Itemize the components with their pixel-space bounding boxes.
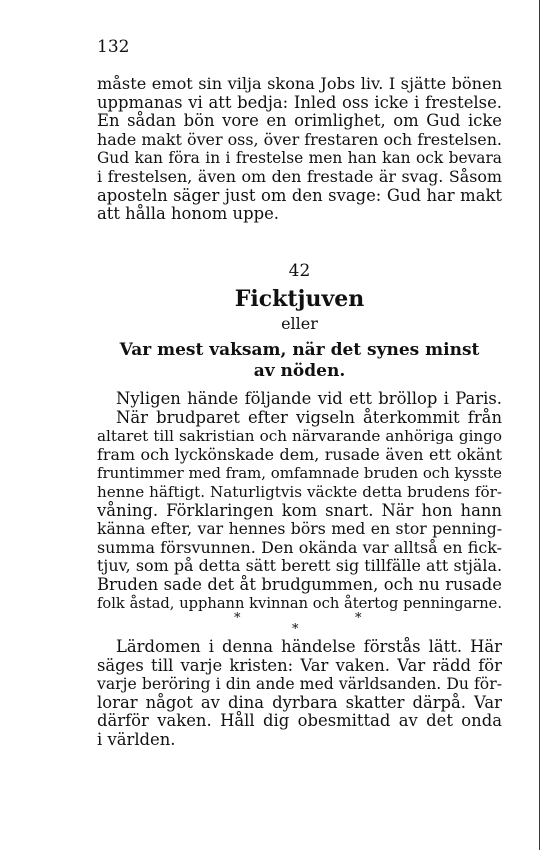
text-line: fruntimmer med fram, omfamnade bruden och kysste bbox=[97, 464, 502, 483]
text-line: därför vaken. Håll dig obesmittad av det onda bbox=[97, 711, 502, 731]
chapter-title: Ficktjuven bbox=[234, 286, 365, 312]
chapter-subtitle bbox=[97, 340, 502, 382]
text-line: henne häftigt. Naturligtvis väckte detta brudens för- bbox=[97, 482, 502, 501]
chapter-number: 42 bbox=[288, 261, 311, 281]
text-line: i frestelsen, även om den frestade är svag. Såsom bbox=[97, 166, 502, 186]
story-text bbox=[97, 390, 502, 613]
text-line: varje beröring i din ande med världsanden. Du för- bbox=[97, 674, 502, 694]
text-line: måste emot sin vilja skona Jobs liv. I sjätte bönen bbox=[97, 74, 502, 93]
separator-asterisk: * bbox=[234, 611, 241, 626]
previous-chapter-text bbox=[97, 75, 502, 224]
text-line: i världen. bbox=[97, 729, 176, 749]
text-line: Nyligen hände följande vid ett bröllop i Paris. bbox=[116, 389, 502, 408]
text-line: folk åstad, upphann kvinnan och återtog penningarne. bbox=[97, 594, 502, 612]
separator-asterisk: * bbox=[355, 611, 362, 626]
text-line: Lärdomen i denna händelse förstås lätt. Här bbox=[116, 637, 502, 656]
text-line: tjuv, som på detta sätt berett sig tillfälle att stjäla. bbox=[97, 556, 502, 576]
text-line: altaret till sakristian och närvarande anhöriga gingo bbox=[97, 427, 502, 446]
subtitle-line: Var mest vaksam, när det synes minst bbox=[119, 340, 480, 360]
text-line: våning. Förklaringen kom snart. När hon hann bbox=[97, 500, 502, 520]
text-line: Gud kan föra in i frestelse men han kan ock bevara bbox=[97, 149, 502, 168]
chapter-or: eller bbox=[281, 314, 318, 333]
text-line: Bruden sade det åt brudgummen, och nu rusade bbox=[97, 574, 502, 594]
text-line: En sådan bön vore en orimlighet, om Gud icke bbox=[97, 111, 502, 131]
page-number: 132 bbox=[97, 37, 130, 57]
text-line: fram och lyckönskade dem, rusade även ett okänt bbox=[97, 444, 502, 464]
text-line: att hålla honom uppe. bbox=[97, 204, 280, 224]
text-line: summa försvunnen. Den okända var alltså en fick- bbox=[97, 537, 502, 557]
text-line: lorar något av dina dyrbara skatter därpå. Var bbox=[97, 692, 502, 712]
subtitle-line: av nöden. bbox=[253, 361, 346, 381]
text-line: säges till varje kristen: Var vaken. Var rädd för bbox=[97, 655, 502, 675]
text-line: När brudparet efter vigseln återkommit från bbox=[116, 407, 502, 427]
moral-text bbox=[97, 638, 502, 750]
text-line: känna efter, var hennes börs med en stor penning- bbox=[97, 519, 502, 539]
text-line: uppmanas vi att bedja: Inled oss icke i frestelse. bbox=[97, 92, 502, 112]
page-edge-line bbox=[539, 0, 540, 850]
text-line: hade makt över oss, över frestaren och frestelsen. bbox=[97, 129, 502, 149]
text-line: aposteln säger just om den svage: Gud har makt bbox=[97, 185, 502, 205]
separator-asterisk: * bbox=[292, 622, 299, 637]
